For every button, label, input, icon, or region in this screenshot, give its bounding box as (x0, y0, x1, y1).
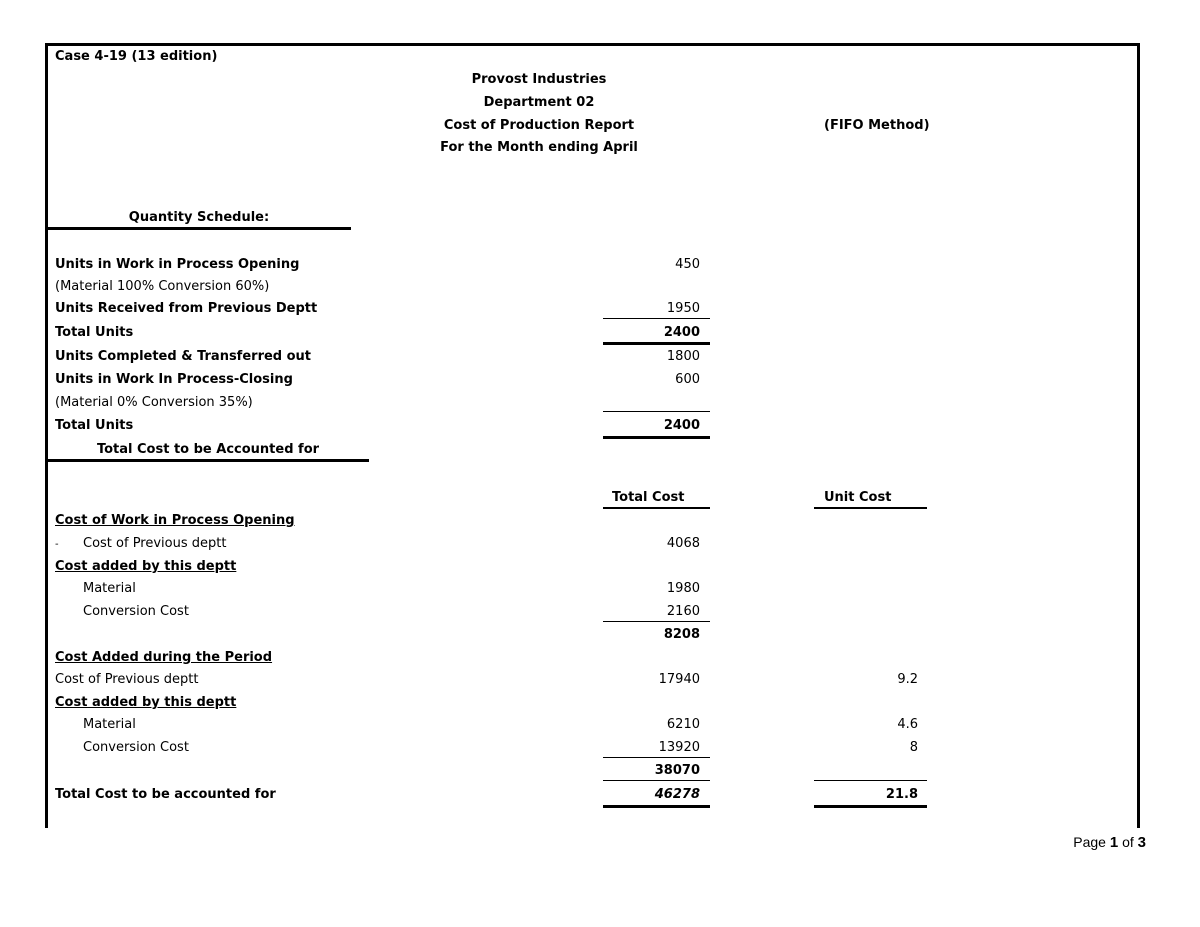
company-name: Provost Industries (471, 72, 607, 87)
page-number (1073, 834, 1146, 851)
prev-opening-label: Cost of Previous deptt (83, 536, 227, 551)
case-title: Case 4-19 (13 edition) (55, 49, 218, 64)
conversion-period-unit: 8 (909, 740, 918, 755)
frame-top-border (45, 43, 1140, 46)
method-label: (FIFO Method) (824, 118, 930, 133)
double-rule (814, 805, 927, 808)
row-opening-note: (Material 100% Conversion 60%) (55, 279, 270, 294)
row-marker: - (55, 539, 59, 550)
col-total-cost: Total Cost (612, 490, 685, 505)
quantity-schedule-heading: Quantity Schedule: (128, 210, 270, 225)
conversion-opening-label: Conversion Cost (83, 604, 189, 619)
page-sep: of (1122, 834, 1134, 850)
grand-total-label: Total Cost to be accounted for (55, 787, 276, 802)
prev-period-unit: 9.2 (897, 672, 918, 687)
conversion-period-label: Conversion Cost (83, 740, 189, 755)
prev-period-label: Cost of Previous deptt (55, 672, 199, 687)
material-period-label: Material (83, 717, 136, 732)
report-period: For the Month ending April (440, 140, 638, 155)
rule (814, 780, 927, 781)
row-closing-label: Units in Work In Process-Closing (55, 372, 293, 387)
row-opening-value: 450 (675, 257, 700, 272)
rule (603, 507, 710, 509)
row-closing-note: (Material 0% Conversion 35%) (55, 395, 253, 410)
added-heading-2: Cost added by this deptt (55, 695, 237, 710)
rule (603, 621, 710, 622)
material-period-unit: 4.6 (897, 717, 918, 732)
rule (603, 318, 710, 319)
row-received-label: Units Received from Previous Deptt (55, 301, 318, 316)
material-opening-label: Material (83, 581, 136, 596)
material-period-total: 6210 (666, 717, 700, 732)
row-total1-value: 2400 (663, 325, 700, 340)
added-heading-1: Cost added by this deptt (55, 559, 237, 574)
rule (603, 411, 710, 412)
col-unit-cost: Unit Cost (824, 490, 892, 505)
rule (603, 757, 710, 758)
period-heading: Cost Added during the Period (55, 650, 273, 665)
row-total1-label: Total Units (55, 325, 134, 340)
page-total: 3 (1137, 834, 1146, 851)
wip-opening-heading: Cost of Work in Process Opening (55, 513, 295, 528)
material-opening-total: 1980 (666, 581, 700, 596)
rule (814, 507, 927, 509)
double-rule (603, 342, 710, 345)
subtotal-period: 38070 (654, 763, 700, 778)
row-closing-value: 600 (675, 372, 700, 387)
grand-total-value: 46278 (654, 787, 700, 802)
report-title: Cost of Production Report (443, 118, 635, 133)
row-opening-label: Units in Work in Process Opening (55, 257, 300, 272)
row-completed-value: 1800 (666, 349, 700, 364)
heading-underline (48, 227, 351, 230)
prev-opening-total: 4068 (666, 536, 700, 551)
page-prefix: Page (1073, 834, 1106, 850)
conversion-opening-total: 2160 (666, 604, 700, 619)
double-rule (603, 805, 710, 808)
cost-section-heading: Total Cost to be Accounted for (96, 442, 320, 457)
department-name: Department 02 (483, 95, 595, 110)
frame-right-border (1137, 43, 1140, 828)
frame-left-border (45, 43, 48, 828)
row-completed-label: Units Completed & Transferred out (55, 349, 312, 364)
double-rule (603, 436, 710, 439)
subtotal-opening: 8208 (663, 627, 700, 642)
row-total2-label: Total Units (55, 418, 134, 433)
grand-total-unit: 21.8 (885, 787, 918, 802)
row-total2-value: 2400 (663, 418, 700, 433)
heading-underline (48, 459, 369, 462)
row-received-value: 1950 (666, 301, 700, 316)
conversion-period-total: 13920 (658, 740, 700, 755)
rule (603, 780, 710, 781)
prev-period-total: 17940 (658, 672, 700, 687)
page-current: 1 (1109, 834, 1119, 851)
